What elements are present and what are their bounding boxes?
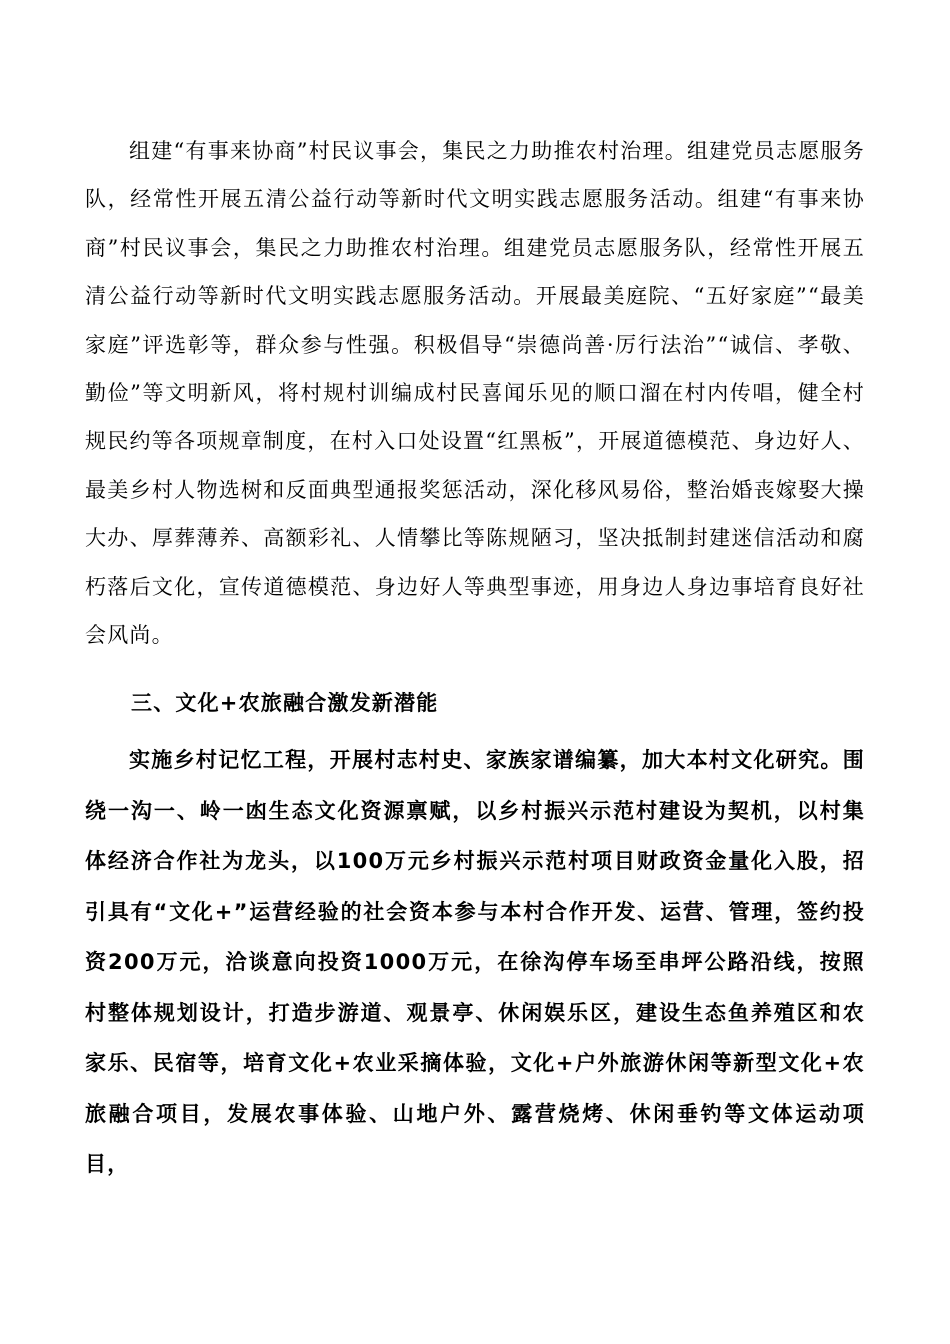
section-heading: 三、文化+农旅融合激发新潜能 — [131, 691, 439, 715]
body-paragraph-2: 实施乡村记忆工程，开展村志村史、家族家谱编纂，加大本村文化研究。围绕一沟一、岭一凼生态文化资源禀赋，以乡村振兴示范村建设为契机，以村集体经济合作社为龙头，以100万元乡村振兴示范村项目财政资金量化入股，招引具有“文化+”运营经验的社会资本参与本村合作开发、运营、管理，签约投资200万元，洽谈意向投资1000万元，在徐沟停车场至串坪公路沿线，按照村整体规划设计，打造步游道、观景亭、休闲娱乐区，建设生态鱼养殖区和农家乐、民宿等，培育文化+农业采摘体验，文化+户外旅游休闲等新型文化+农旅融合项目，发展农事体验、山地户外、露营烧烤、休闲垂钓等文体运动项目， — [85, 748, 865, 1176]
body-paragraph-1: 组建“有事来协商”村民议事会，集民之力助推农村治理。组建党员志愿服务队，经常性开展五清公益行动等新时代文明实践志愿服务活动。组建“有事来协商”村民议事会，集民之力助推农村治理。组建党员志愿服务队，经常性开展五清公益行动等新时代文明实践志愿服务活动。开展最美庭院、“五好家庭”“最美家庭”评选彰等，群众参与性强。积极倡导“崇德尚善·厉行法治”“诚信、孝敬、勤俭”等文明新风，将村规村训编成村民喜闻乐见的顺口溜在村内传唱，健全村规民约等各项规章制度，在村入口处设置“红黑板”，开展道德模范、身边好人、最美乡村人物选树和反面典型通报奖惩活动，深化移风易俗，整治婚丧嫁娶大操大办、厚葬薄养、高额彩礼、人情攀比等陈规陋习，坚决抵制封建迷信活动和腐朽落后文化，宣传道德模范、身边好人等典型事迹，用身边人身边事培育良好社会风尚。 — [85, 139, 865, 648]
